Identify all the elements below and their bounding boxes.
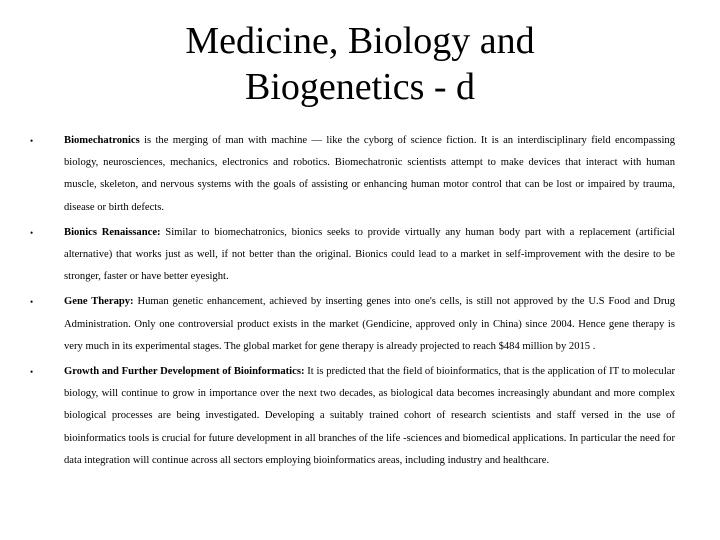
bullet-list	[30, 130, 675, 475]
bullet-item-biomechatronics	[30, 130, 675, 219]
slide-title-line-2: Biogenetics - d	[244, 66, 476, 108]
bullet-text: is the merging of man with machine — like the cyborg of science fiction. It is an interdisciplinary field encompassing biology, neurosciences, mechanics, electronics and robotics. Biomechatronic scientists attempt to make devices that interact with human muscle, skeleton, and nervous systems with the goals of assisting or enhancing human motor control that can be lost or impaired by trauma, disease or birth defects.	[64, 135, 675, 213]
bullet-icon: •	[30, 227, 34, 238]
bullet-term: Growth and Further Development of Bioinformatics:	[64, 366, 305, 378]
bullet-icon: •	[30, 136, 34, 146]
bullet-text: Similar to biomechatronics, bionics seeks to provide virtually any human body part with a replacement (artificial alternative) that works just as well, if not better than the original. Bionics could lead to a market in self-improvement with the desire to be stronger, faster or have better eyesight.	[64, 226, 676, 283]
bullet-icon: •	[30, 367, 34, 378]
bullet-item-gene-therapy	[30, 291, 675, 358]
slide-title	[60, 18, 660, 110]
slide-title-line-1: Medicine, Biology and	[185, 20, 535, 62]
bullet-term: Gene Therapy:	[64, 296, 134, 308]
bullet-item-bionics	[30, 222, 675, 289]
bullet-item-bioinformatics	[30, 361, 675, 472]
bullet-term: Bionics Renaissance:	[64, 226, 161, 238]
bullet-term: Biomechatronics	[64, 135, 140, 146]
bullet-text: It is predicted that the field of bioinformatics, that is the application of IT to molecular biology, will continue to grow in importance over the next two decades, as biological data becomes increasingly abundant and more complex biological processes are being investigated. Developing a suitably trained cohort of research scientists and staff versed in the use of bioinformatics tools is crucial for future development in all branches of the life -sciences and biomedical applications. In particular the need for data integration will continue across all sectors employing bioinformatics areas, including industry and healthcare.	[64, 366, 675, 466]
bullet-icon: •	[30, 297, 34, 308]
bullet-text: Human genetic enhancement, achieved by inserting genes into one's cells, is still not approved by the U.S Food and Drug Administration. Only one controversial product exists in the market (Gendicine, approved only in China) since 2004. Hence gene therapy is very much in its experimental stages. The global market for gene therapy is already projected to reach $484 million by 2015 .	[64, 296, 675, 352]
